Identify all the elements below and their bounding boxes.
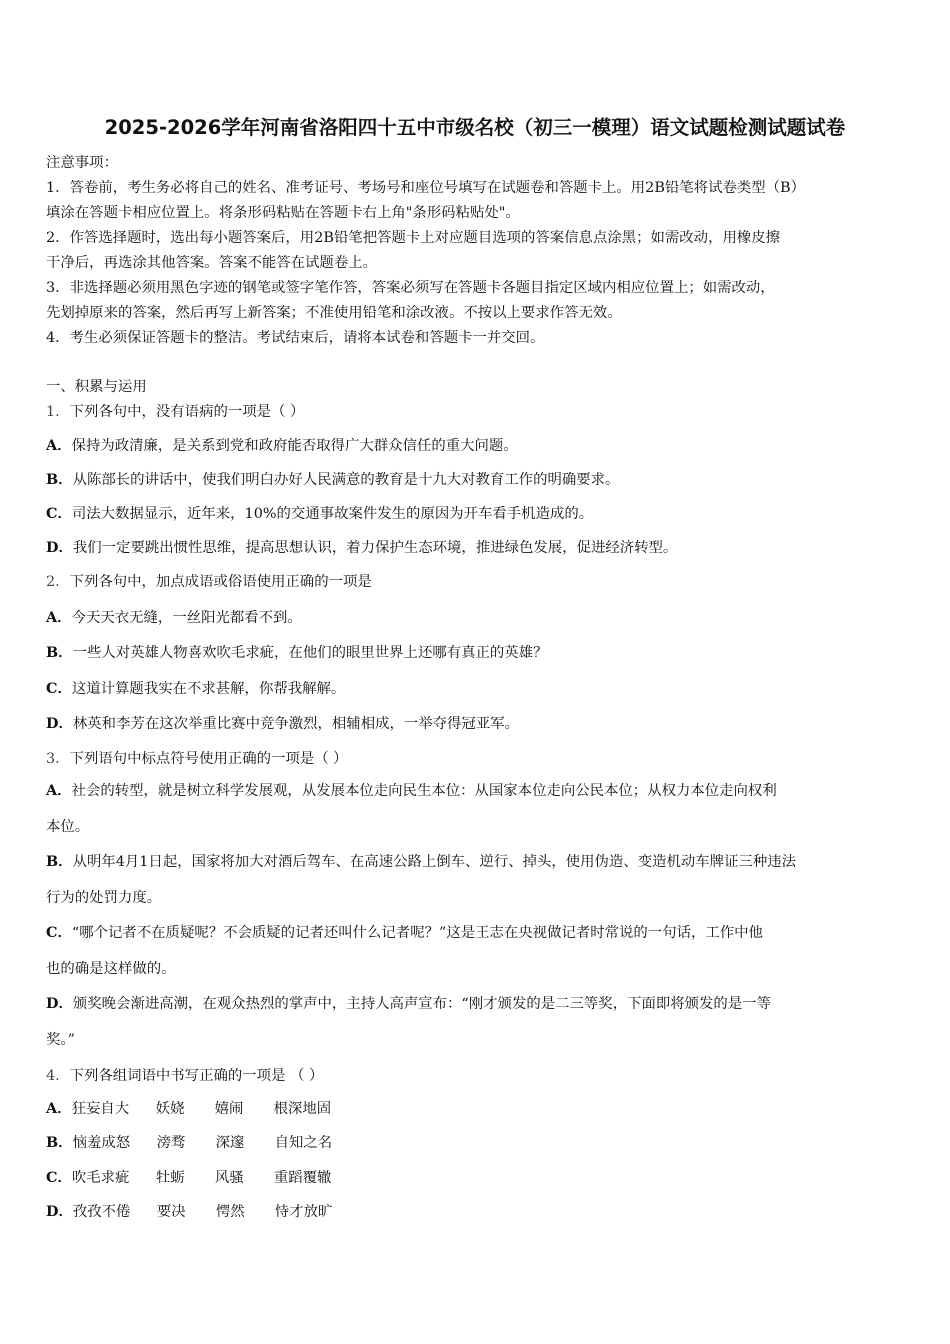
option-label: B． [46, 471, 73, 488]
question-4-stem [46, 1064, 323, 1085]
question-3-option-a [46, 773, 912, 845]
option-text: 我们一定要跳出惯性思维，提高思想认识，着力保护生态环境，推进绿色发展，促进经济转型。 [72, 540, 678, 556]
option-word: 风骚 [214, 1170, 244, 1186]
option-label: D． [46, 715, 73, 732]
option-word: 愕然 [215, 1204, 245, 1220]
notes-line: 先划掉原来的答案，然后再写上新答案；不准使用铅笔和涂改液。不按以上要求作答无效。 [46, 305, 622, 321]
option-label: D． [46, 1203, 73, 1220]
notes-line: 1．答卷前，考生务必将自己的姓名、准考证号、考场号和座位号填写在试题卷和答题卡上。用2B铅笔将试卷类型（B） [46, 180, 805, 196]
question-2-stem [46, 570, 372, 591]
option-text: 今天天衣无缝，一丝阳光都看不到。 [71, 610, 302, 626]
question-3-option-c [46, 915, 912, 987]
option-word: 恃才放旷 [274, 1204, 333, 1220]
notes-line: 2．作答选择题时，选出每小题答案后，用2B铅笔把答题卡上对应题目选项的答案信息点涂黑；如需改动，用橡皮擦 [46, 230, 781, 246]
option-word: 吹毛求疵 [71, 1170, 130, 1186]
option-text: 保持为政清廉，是关系到党和政府能否取得广大群众信任的重大问题。 [71, 438, 518, 454]
question-2-option-d [46, 712, 519, 733]
question-3-option-b [46, 844, 912, 916]
option-word: 要决 [156, 1204, 186, 1220]
question-3-stem [46, 747, 348, 768]
question-4-option-d [46, 1200, 332, 1221]
option-word: 重蹈覆辙 [273, 1170, 332, 1186]
option-text-continued: 行为的处罚力度。 [46, 890, 162, 906]
option-word: 孜孜不倦 [72, 1204, 131, 1220]
question-1-option-a [46, 434, 518, 455]
option-label: B． [46, 1134, 73, 1151]
question-text: 下列语句中标点符号使用正确的一项是（ ） [69, 751, 348, 767]
option-word: 根深地固 [273, 1101, 332, 1117]
option-label: D． [46, 539, 73, 556]
option-label: A． [46, 609, 72, 626]
option-text: “哪个记者不在质疑呢？不会质疑的记者还叫什么记者呢？”这是王志在央视做记者时常说的一句话，工作中他 [71, 925, 763, 941]
option-label: B． [46, 853, 73, 870]
option-word: 狂妄自大 [71, 1101, 130, 1117]
option-text: 司法大数据显示，近年来，10%的交通事故案件发生的原因为开车看手机造成的。 [71, 506, 594, 522]
question-3-option-d [46, 986, 912, 1058]
option-label: C． [46, 924, 72, 941]
question-2-option-c [46, 677, 345, 698]
option-label: A． [46, 782, 72, 799]
notes-line: 4．考生必须保证答题卡的整洁。考试结束后，请将本试卷和答题卡一并交回。 [46, 330, 545, 346]
question-1-option-c [46, 502, 593, 523]
option-word: 妖娆 [155, 1101, 185, 1117]
option-label: D． [46, 995, 73, 1012]
option-text: 从明年4月1日起，国家将加大对酒后驾车、在高速公路上倒车、逆行、掉头，使用伪造、变造机动车牌证三种违法 [72, 854, 797, 870]
option-text: 林英和李芳在这次举重比赛中竞争激烈，相辅相成，一举夺得冠亚军。 [72, 716, 519, 732]
question-1-option-d [46, 536, 677, 557]
question-number: 3． [46, 751, 70, 767]
section-heading: 一、积累与运用 [46, 379, 147, 395]
question-4-option-c [46, 1166, 331, 1187]
option-text: 颁奖晚会渐进高潮，在观众热烈的掌声中，主持人高声宣布：“刚才颁发的是二三等奖，下面即将颁发的是一等 [72, 996, 771, 1012]
option-word: 恼羞成怒 [72, 1135, 131, 1151]
option-label: C． [46, 505, 72, 522]
option-word: 牡蛎 [155, 1170, 185, 1186]
option-text-continued: 也的确是这样做的。 [46, 961, 176, 977]
question-1-option-b [46, 468, 619, 489]
exam-title: 2025-2026学年河南省洛阳四十五中市级名校（初三一模理）语文试题检测试题试卷 [104, 116, 846, 139]
option-text: 一些人对英雄人物喜欢吹毛求疵，在他们的眼里世界上还哪有真正的英雄？ [72, 645, 548, 661]
option-label: A． [46, 1100, 72, 1117]
option-text-continued: 奖。” [46, 1032, 75, 1048]
question-4-option-b [46, 1131, 332, 1152]
option-text-continued: 本位。 [46, 819, 90, 835]
option-word: 深邃 [215, 1135, 245, 1151]
option-label: C． [46, 1169, 72, 1186]
option-word: 滂骛 [156, 1135, 186, 1151]
option-word: 自知之名 [274, 1135, 333, 1151]
option-text: 社会的转型，就是树立科学发展观，从发展本位走向民生本位：从国家本位走向公民本位；从权力本位走向权利 [71, 783, 777, 799]
question-1-stem [46, 400, 304, 421]
question-text: 下列各句中，没有语病的一项是（ ） [69, 404, 305, 420]
option-text: 这道计算题我实在不求甚解，你帮我解解。 [71, 681, 346, 697]
question-text: 下列各组词语中书写正确的一项是 （ ） [69, 1068, 324, 1084]
question-number: 1． [46, 404, 70, 420]
option-label: C． [46, 680, 72, 697]
question-text: 下列各句中，加点成语或俗语使用正确的一项是 [69, 574, 372, 590]
notes-line: 干净后，再选涂其他答案。答案不能答在试题卷上。 [46, 255, 377, 271]
question-number: 2． [46, 574, 70, 590]
notes-block [46, 151, 912, 351]
question-2-option-a [46, 606, 302, 627]
option-text: 从陈部长的讲话中，使我们明白办好人民满意的教育是十九大对教育工作的明确要求。 [72, 472, 620, 488]
option-label: B． [46, 644, 73, 661]
question-4-option-a [46, 1097, 331, 1118]
notes-line: 填涂在答题卡相应位置上。将条形码粘贴在答题卡右上角"条形码粘贴处"。 [46, 205, 520, 221]
option-label: A． [46, 437, 72, 454]
option-word: 嬉闹 [214, 1101, 244, 1117]
question-2-option-b [46, 641, 547, 662]
notes-line: 3．非选择题必须用黑色字迹的钢笔或签字笔作答，答案必须写在答题卡各题目指定区域内相应位置上；如需改动， [46, 280, 775, 296]
notes-heading: 注意事项： [46, 155, 118, 171]
question-number: 4． [46, 1068, 70, 1084]
